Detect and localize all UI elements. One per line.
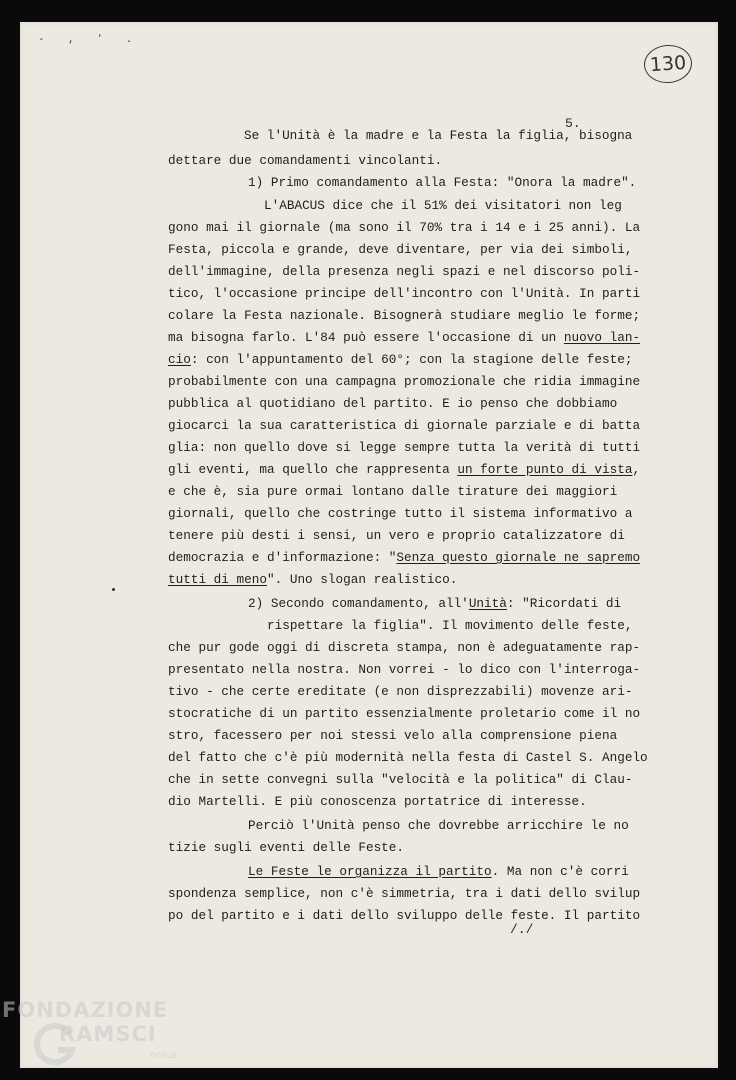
text-segment: Festa, piccola e grande, deve diventare, per via dei simboli, bbox=[168, 242, 633, 257]
text-segment: ma bisogna farlo. L'84 può essere l'occasione di un bbox=[168, 330, 564, 345]
fondazione-gramsci-watermark bbox=[2, 998, 192, 1078]
text-line bbox=[168, 726, 617, 746]
text-segment: che pur gode oggi di discreta stampa, non è adeguatamente rap- bbox=[168, 640, 641, 655]
underlined-text: Unità bbox=[468, 596, 507, 611]
text-segment: democrazia e d'informazione: " bbox=[168, 550, 397, 565]
text-segment: dell'immagine, della presenza negli spazi e nel discorso poli- bbox=[168, 264, 641, 279]
watermark-suffix: onlus bbox=[150, 1050, 177, 1061]
text-line bbox=[168, 906, 640, 926]
underlined-text: nuovo lan- bbox=[563, 330, 641, 345]
text-line bbox=[248, 173, 636, 193]
text-line bbox=[248, 862, 629, 882]
text-line bbox=[168, 438, 640, 458]
text-segment: stro, facessero per noi stessi velo alla comprensione piena bbox=[168, 728, 618, 743]
text-line bbox=[168, 350, 632, 370]
watermark-line1: FONDAZIONE bbox=[2, 998, 169, 1022]
text-segment: gono mai il giornale (ma sono il 70% tra i 14 e i 25 anni). La bbox=[168, 220, 641, 235]
text-segment: tico, l'occasione principe dell'incontro con l'Unità. In parti bbox=[168, 286, 641, 301]
text-line bbox=[168, 151, 442, 171]
text-line bbox=[168, 570, 457, 590]
text-segment: Se l'Unità è la madre e la Festa la figlia, bisogna bbox=[244, 128, 633, 143]
text-line bbox=[168, 748, 648, 768]
text-segment: ". Uno slogan realistico. bbox=[266, 572, 458, 587]
text-segment: stocratiche di un partito essenzialmente proletario come il no bbox=[168, 706, 641, 721]
ink-dot bbox=[112, 588, 115, 591]
text-segment: probabilmente con una campagna promozionale che ridia immagine bbox=[168, 374, 641, 389]
text-line bbox=[168, 416, 640, 436]
underlined-text: Senza questo giornale ne sapremo bbox=[396, 550, 641, 565]
text-segment: del fatto che c'è più modernità nella festa di Castel S. Angelo bbox=[168, 750, 648, 765]
text-segment: glia: non quello dove si legge sempre tutta la verità di tutti bbox=[168, 440, 641, 455]
corner-marks: - , ' . bbox=[38, 32, 141, 45]
text-line bbox=[168, 482, 617, 502]
text-segment: . Ma non c'è corri bbox=[491, 864, 629, 879]
text-segment: L'ABACUS dice che il 51% dei visitatori non leg bbox=[264, 198, 622, 213]
continuation-mark: /./ bbox=[510, 922, 534, 937]
text-segment: dettare due comandamenti vincolanti. bbox=[168, 153, 443, 168]
text-line bbox=[168, 394, 617, 414]
text-line bbox=[168, 548, 640, 568]
text-segment: Perciò l'Unità penso che dovrebbe arricchire le no bbox=[248, 818, 629, 833]
text-line bbox=[264, 196, 622, 216]
text-line bbox=[168, 372, 640, 392]
text-line bbox=[168, 262, 640, 282]
text-line bbox=[168, 504, 632, 524]
text-line bbox=[168, 218, 640, 238]
text-segment: pubblica al quotidiano del partito. E io penso che dobbiamo bbox=[168, 396, 618, 411]
text-line bbox=[168, 884, 640, 904]
underlined-text: cio bbox=[168, 352, 191, 367]
text-line bbox=[168, 770, 632, 790]
text-segment: spondenza semplice, non c'è simmetria, tra i dati dello svilup bbox=[168, 886, 641, 901]
text-segment: : "Ricordati di bbox=[506, 596, 622, 611]
text-segment: e che è, sia pure ormai lontano dalle tirature dei maggiori bbox=[168, 484, 618, 499]
underlined-text: un forte punto di vista bbox=[457, 462, 633, 477]
text-segment: giocarci la sua caratteristica di giornale parziale e di batta bbox=[168, 418, 641, 433]
text-line bbox=[248, 816, 629, 836]
underlined-text: Le Feste le organizza il partito bbox=[248, 864, 492, 879]
text-segment: po del partito e i dati dello sviluppo delle feste. Il partito bbox=[168, 908, 641, 923]
text-segment: tenere più desti i sensi, un vero e proprio catalizzatore di bbox=[168, 528, 625, 543]
text-segment: giornali, quello che costringe tutto il sistema informativo a bbox=[168, 506, 633, 521]
text-line bbox=[168, 682, 632, 702]
text-line bbox=[267, 616, 632, 636]
text-line bbox=[168, 660, 640, 680]
archive-number-stamp: 130 bbox=[643, 43, 694, 84]
text-segment: tivo - che certe ereditate (e non disprezzabili) movenze ari- bbox=[168, 684, 633, 699]
text-line bbox=[168, 284, 640, 304]
text-line bbox=[168, 704, 640, 724]
text-segment: 1) Primo comandamento alla Festa: "Onora la madre". bbox=[248, 175, 637, 190]
document-page bbox=[20, 22, 718, 1068]
text-line bbox=[168, 328, 640, 348]
text-segment: 2) Secondo comandamento, all' bbox=[248, 596, 469, 611]
text-line bbox=[168, 638, 640, 658]
text-segment: rispettare la figlia". Il movimento delle feste, bbox=[267, 618, 633, 633]
text-line bbox=[168, 838, 404, 858]
text-line bbox=[168, 306, 640, 326]
text-segment: : con l'appuntamento del 60°; con la stagione delle feste; bbox=[190, 352, 633, 367]
text-segment: , bbox=[632, 462, 641, 477]
watermark-line2: RAMSCI bbox=[59, 1022, 157, 1046]
page-number: 5. bbox=[565, 116, 581, 131]
text-segment: tizie sugli eventi delle Feste. bbox=[168, 840, 405, 855]
text-segment: dio Martelli. E più conoscenza portatrice di interesse. bbox=[168, 794, 587, 809]
text-line bbox=[244, 126, 632, 146]
text-line bbox=[168, 792, 587, 812]
text-segment: colare la Festa nazionale. Bisognerà studiare meglio le forme; bbox=[168, 308, 641, 323]
underlined-text: tutti di meno bbox=[168, 572, 267, 587]
text-line bbox=[168, 460, 640, 480]
text-line bbox=[248, 594, 621, 614]
text-line bbox=[168, 240, 632, 260]
text-segment: che in sette convegni sulla "velocità e la politica" di Clau- bbox=[168, 772, 633, 787]
text-line bbox=[168, 526, 625, 546]
text-segment: presentato nella nostra. Non vorrei - lo dico con l'interroga- bbox=[168, 662, 641, 677]
text-segment: gli eventi, ma quello che rappresenta bbox=[168, 462, 458, 477]
